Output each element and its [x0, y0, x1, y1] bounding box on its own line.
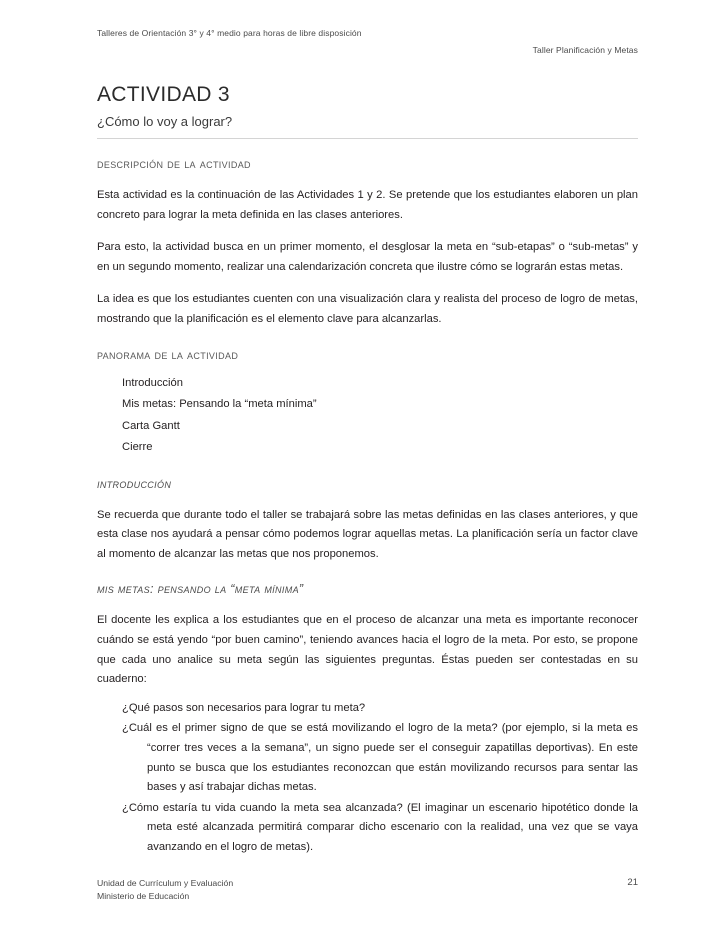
paragraph: Para esto, la actividad busca en un primer momento, el desglosar la meta en “sub-etapas” o “sub-metas” y en un segundo momento, realizar una calendarización concreta que ilustre cómo se lograrán estas metas.	[97, 241, 638, 273]
footer-org-line-2: Ministerio de Educación	[97, 890, 190, 901]
header-right-text: Taller Planificación y Metas	[532, 45, 638, 55]
panorama-list	[97, 373, 638, 459]
section-heading-panorama: panorama de la actividad	[97, 347, 239, 362]
list-item: ¿Qué pasos son necesarios para lograr tu meta?	[122, 701, 366, 714]
section-heading-descripcion: descripción de la actividad	[97, 157, 251, 171]
section-heading-introduccion: introducción	[97, 476, 172, 491]
paragraph: La idea es que los estudiantes cuenten con una visualización clara y realista del proceso de logro de metas, mostrando que la planificación es el elemento clave para alcanzarlas.	[97, 293, 638, 325]
list-item: ¿Cómo estaría tu vida cuando la meta sea alcanzada? (El imaginar un escenario hipotético donde la meta esté alcanzada permitirá comparar dicho escenario con la realidad, una vez que se vaya avanzando en el logro de metas).	[122, 801, 638, 853]
page-number: 21	[627, 877, 638, 888]
document-content	[97, 82, 638, 857]
running-header	[97, 27, 638, 57]
paragraph: Esta actividad es la continuación de las Actividades 1 y 2. Se pretende que los estudiantes elaboren un plan concreto para lograr la meta definida en las clases anteriores.	[97, 189, 638, 221]
list-item: Cierre	[122, 441, 153, 454]
page-title: ACTIVIDAD 3	[97, 83, 230, 106]
section-heading-mis-metas: mis metas: pensando la “meta mínima”	[97, 582, 304, 597]
footer-org-line-1: Unidad de Currículum y Evaluación	[97, 878, 234, 888]
list-item: ¿Cuál es el primer signo de que se está movilizando el logro de la meta? (por ejemplo, si la meta es “correr tres veces a la semana”, un signo puede ser el conseguir zapatillas deportivas). En este punto se busca que los estudiantes reconozcan que están movilizando recursos para sentar las bases y así trabajar dichas metas.	[122, 722, 638, 794]
running-footer	[97, 877, 638, 902]
list-item: Introducción	[122, 376, 183, 389]
questions-list	[97, 699, 638, 858]
paragraph: El docente les explica a los estudiantes que en el proceso de alcanzar una meta es importante reconocer cuándo se está yendo “por buen camino”, teniendo avances hacia el logro de la meta. Por esto, se propone que cada uno analice su meta según las siguientes preguntas. Éstas pueden ser contestadas en su cuaderno:	[97, 614, 638, 686]
paragraph: Se recuerda que durante todo el taller se trabajará sobre las metas definidas en las clases anteriores, y que esta clase nos ayudará a pensar cómo podemos lograr aquellas metas. La planificación sería un factor clave al momento de alcanzar las metas que nos proponemos.	[97, 508, 638, 560]
list-item: Mis metas: Pensando la “meta mínima”	[122, 398, 317, 411]
page-subtitle: ¿Cómo lo voy a lograr?	[97, 114, 233, 129]
title-divider	[97, 138, 638, 139]
list-item: Carta Gantt	[122, 419, 180, 432]
footer-organization	[97, 877, 233, 902]
header-left-text: Talleres de Orientación 3° y 4° medio para horas de libre disposición	[97, 28, 362, 38]
